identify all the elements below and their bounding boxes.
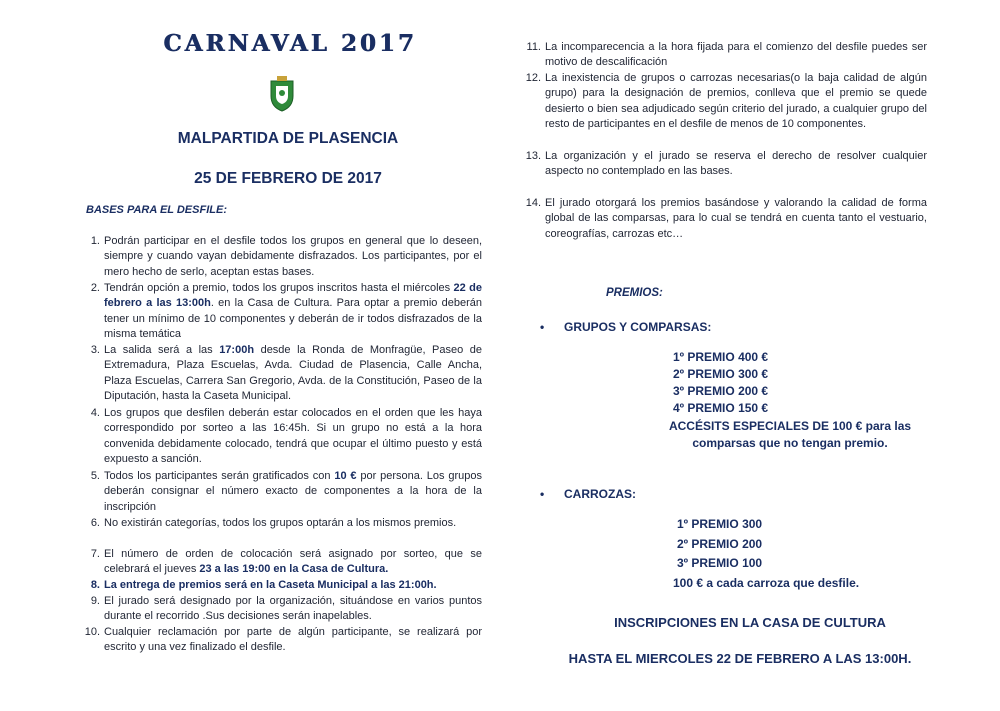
grupos-prize-4: 4º PREMIO 150 € <box>673 401 769 415</box>
event-date: 25 DE FEBRERO DE 2017 <box>194 170 382 187</box>
rule-item <box>90 594 482 625</box>
rule-highlight: 10 € <box>334 470 357 482</box>
rule-number: 9. <box>90 595 100 607</box>
rule-highlight: 17:00h <box>219 344 255 356</box>
rule-number: 1. <box>90 235 100 247</box>
rule-item <box>90 234 482 280</box>
rule-highlight: 23 a las 19:00 en la Casa de Cultura. <box>199 563 389 576</box>
rule-segment: . en la Casa de Cultura. Para optar a premio deberán tener un mínimo de 10 componentes y deberán de ir todos disfrazados de la misma temática <box>104 297 482 341</box>
rule-number: 4. <box>90 407 100 419</box>
rule-segment: La incomparecencia a la hora fijada para el comienzo del desfile puedes ser motivo de descalificación <box>545 41 927 69</box>
rule-number: 13. <box>525 150 541 162</box>
rule-segment: La salida será a las <box>104 344 220 356</box>
rule-segment: Cualquier reclamación por parte de algún participante, se realizará por escrito y una vez finalizado el desfile. <box>104 626 482 654</box>
bases-heading: BASES PARA EL DESFILE: <box>86 204 227 216</box>
rule-text <box>104 281 482 343</box>
grupos-prize-3: 3º PREMIO 200 € <box>673 384 769 398</box>
rule-text <box>104 578 482 593</box>
rule-text <box>104 406 482 468</box>
grupos-heading: • GRUPOS Y COMPARSAS: <box>540 320 712 334</box>
rule-number: 2. <box>90 282 100 294</box>
carrozas-heading: • CARROZAS: <box>540 487 636 501</box>
rule-number: 5. <box>90 470 100 482</box>
rule-text <box>104 516 482 531</box>
rule-item <box>90 516 482 531</box>
rule-item <box>90 469 482 515</box>
rule-segment: por persona. Los grupos deberán consignar el número exacto de componentes a la hora de la inscripción <box>104 470 482 513</box>
accesits-text: ACCÉSITS ESPECIALES DE 100 € para las comparsas que no tengan premio. <box>668 419 912 450</box>
rule-text <box>104 469 482 515</box>
rule-number: 7. <box>90 548 100 560</box>
rule-number: 3. <box>90 344 100 356</box>
rule-number: 6. <box>90 517 100 529</box>
premios-heading: PREMIOS: <box>606 287 663 299</box>
rule-text <box>104 594 482 625</box>
rule-item <box>84 625 482 656</box>
rule-segment: La inexistencia de grupos o carrozas necesarias(o la baja calidad de algún grupo) para la designación de premios, conlleva que el premio se quede desierto o bien sea adjudicado según criterio del jurado, a cualquier grupo del resto de participantes en el desfile de menos de 10 componentes. <box>545 72 927 131</box>
rule-text <box>104 547 482 578</box>
rule-segment: La organización y el jurado se reserva el derecho de resolver cualquier aspecto no contemplado en las bases. <box>545 150 927 178</box>
grupos-prize-1: 1º PREMIO 400 € <box>673 350 769 364</box>
rule-segment: La entrega de premios será en la Caseta Municipal a las 21:00h. <box>104 579 437 591</box>
rule-highlight: 22 de febrero a las 13:00h <box>104 282 482 310</box>
rule-segment: Los grupos que desfilen deberán estar colocados en el orden que les haya correspondido por sorteo a las 16:45h. Si un grupo no está a la hora convenida debidamente colocado, tendrá que ocupar el último puesto y está expuesto a sanción. <box>104 407 482 466</box>
rule-number: 12. <box>525 72 541 84</box>
rule-text <box>104 625 482 656</box>
rule-text <box>104 343 482 405</box>
rule-item <box>90 547 482 578</box>
rule-segment: Tendrán opción a premio, todos los grupos inscritos hasta el miércoles <box>104 282 454 294</box>
rule-segment: El jurado será designado por la organización, situándose en varios puntos durante el recorrido .Sus decisiones serán inapelables. <box>104 595 482 623</box>
rule-segment: El número de orden de colocación será asignado por sorteo, que se celebrará el jueves <box>104 548 482 576</box>
rule-segment: desde la Ronda de Monfragüe, Paseo de Extremadura, Plaza Escuelas, Avda. Ciudad de Plasencia, Calle Ancha, Plaza Escuelas, Carrera San Gregorio, Avda. de la Constitución, Paseo de la Diputación, hasta la Caseta Municipal. <box>104 344 482 403</box>
carrozas-extra: 100 € a cada carroza que desfile. <box>673 576 860 590</box>
bullet-icon: • <box>540 487 545 501</box>
page-title: CARNAVAL 2017 <box>163 30 417 57</box>
rule-segment: El jurado otorgará los premios basándose y valorando la calidad de forma global de las comparsas, para lo cual se tendrá en cuenta tanto el vestuario, coreografías, carrozas etc… <box>545 197 927 240</box>
rule-item <box>90 343 482 405</box>
rule-item <box>90 406 482 468</box>
rule-number: 14. <box>525 197 541 209</box>
town-name: MALPARTIDA DE PLASENCIA <box>177 130 399 147</box>
rule-item <box>90 281 482 343</box>
carrozas-prize-2: 2º PREMIO 200 <box>677 537 763 551</box>
grupos-prize-2: 2º PREMIO 300 € <box>673 367 769 381</box>
carrozas-prize-1: 1º PREMIO 300 <box>677 517 763 531</box>
inscripciones-line: INSCRIPCIONES EN LA CASA DE CULTURA <box>614 615 886 630</box>
rule-number: 8. <box>90 579 100 591</box>
rule-segment: No existirán categorías, todos los grupos optarán a los mismos premios. <box>104 517 457 529</box>
rule-text <box>104 234 482 280</box>
carrozas-prize-3: 3º PREMIO 100 <box>677 556 763 570</box>
rule-segment: Podrán participar en el desfile todos los grupos en general que lo deseen, siempre y cuando vayan debidamente disfrazados. Los participantes, por el mero hecho de serlo, aceptan estas bases. <box>104 235 482 278</box>
right-column <box>520 0 1000 711</box>
deadline-line: HASTA EL MIERCOLES 22 DE FEBRERO A LAS 13:00H. <box>568 651 912 666</box>
rule-number: 10. <box>84 626 100 638</box>
rule-number: 11. <box>526 41 541 53</box>
rule-segment: Todos los participantes serán gratificados con <box>104 470 335 482</box>
rule-item <box>90 578 482 593</box>
bullet-icon: • <box>540 320 545 334</box>
